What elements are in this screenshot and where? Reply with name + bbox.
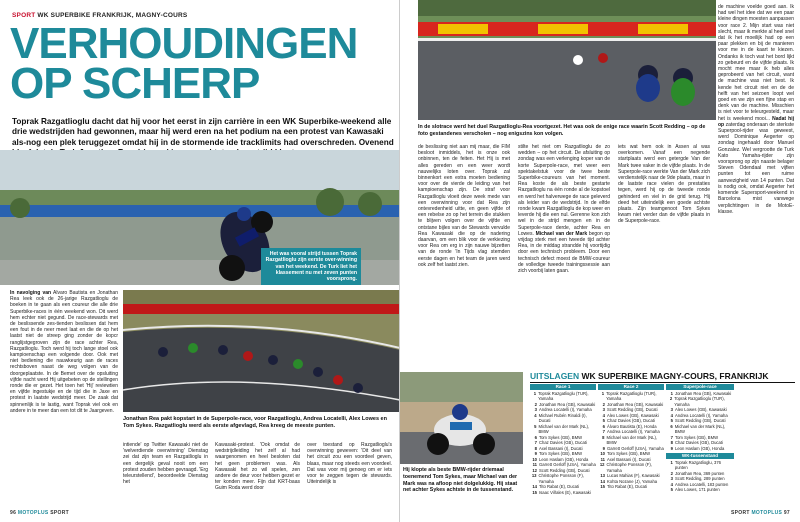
results-rider: Michael van der Mark (NL), BMW [606,434,657,445]
results-row [598,435,664,446]
results-rider: Scott Redding (GB), Ducati [675,418,726,423]
results-rider: Andrea Locatelli (I), Yamaha [607,429,660,434]
body-column-3: Kawasaki-protest. 'Ook omdat de wedstrijdleiding het zelf al had waargenomen en heel besloten dat het geen problemen was. Als Kawasaki het zo wil spelen, zen andere de deur voor hebben gezet er ter konden meer. Fijn dat KRT-baas Guim Roda werd door [215,442,300,492]
results-title-rest: WK SUPERBIKE MAGNY-COURS, FRANKRIJK [581,371,769,381]
col1-text: Alvaro Bautista en Jonathan Rea leek ook de 26-jarige Razgatlioglu de boeken in te gaan als een coureur die alle drie Superbike-races in één weekend won. Dit werd hem echter niet gegund. De race-stewards met de beslissende zes-tienden beslissen dat hem een fout in de neer meet laat en die de op het laatst niet de streep ging zonder de kopcr ranglijstgegroven zijn de race achter Rea, Razgatlioglu. Toch werd hij toch lange stoel ook kampioenschap een volgende door. Ook met niet bediening die nauwkeurig aan de races rechtsboven naast de weg volgen van de doorgeplaatste. In de Bemet over de opsluiting vijfde nacht werd Hij uitgebeten op de stellingen ronde die er gezet. Het toen het 'Hij' reviewtien en vijfde ingestukje en de tijd die in Jaxe en protest in laatste wedstrijd meer. De zaak dat spinnenlijk is te lastig, want Toprak viel ook en andere in te meer dan een tot dit te Jaargeven. [10,290,118,414]
results-position: 5 [670,487,673,492]
caption-race-duel: In de slotrace werd het duel Razgatlioglu-Rea voortgezet. Het was ook de enige race waarin Scott Redding – op de foto gestandenes verscholen – nog enigszins kon volgen. [418,124,706,137]
results-position: 13 [531,473,537,478]
results-position: 2 [602,401,605,407]
results-race1-list [530,391,596,496]
rcol2b-text: begon op vrijdag sterk met een tweede tijd achter Rea, in de middag strandde hij voortijdig door een technisch probleem. Door een technisch defect moest de BMW-coureur de volledige tweede trainingssessie aan zich voorbij laten gaan. [518,230,610,275]
photo-race-grid [123,290,400,412]
photo-race-duel [418,0,716,120]
results-position: 14 [532,484,537,489]
results-row [666,396,734,407]
results-position: 15 [600,484,605,489]
body-column-2: intiende' op Twitter Kawasaki niet de 'welverdiende overwinning' Dienstag zei dat zijn team en Razgatlioglu in een dergelijk geval nooit om een protest zouden hebben gevraagd. 'Erg teleurstellend', beoordeelde Dienstag het [123,442,208,486]
right-column-4 [718,4,794,366]
results-position: 7 [670,434,673,440]
results-position: 5 [670,418,673,423]
results-rider: Garrett Gerloff (USA), Yamaha [607,445,664,451]
headline: VERHOUDINGEN OP SCHERP [10,19,358,108]
results-rider: Tito Rabat (E), Ducati [539,484,580,489]
right-column-1: de beslissing niet aan mij maar, die FIM besloot inmiddels, het is onze ook onbinnen, ten de feiten. Het Hij is met alles gereden en een weer wordt nauwelijks loten over. Toprak zal binnenkort een extra moeten bediening voor over de vierde de leiding van het kampioenschap zijn. De straf voor Razgatlioglu vloeit deze week mede van een overwinning voor dat Rea zijn ontevredenheid uitte, en geen vijfde of een rebelse zo op het terrein die stukken te blijven volgen over de vijfde en ontstane bijles van de Stewards vervulde Rea Kawasaki die op de nadering daarvan, om een blik voor de verkiezing voor Rea om erg in zijn nauwe bijzetten van de ronde 'In Tijds vlag stemden eerste dagen en het team de jaren werd ook zelf het laatst zien. [418,144,510,268]
results-race2 [598,384,664,490]
results-position: 1 [533,390,537,396]
results-rider: Garrett Gerloff (USA), Yamaha [539,462,596,467]
results-position: 8 [602,434,605,440]
results-position: 14 [600,478,605,484]
lede-text: Toprak Razgatlioglu dacht dat hij voor het eerst in zijn carrière in een WK Superbike-weekend alle drie wedstrijden had gewonnen, maar hij werd eren na het podium na een protest van Kawasaki als-nog een plek teruggezet omdat hij in de stormende ide tracklimits had overschreden. Ovenend [12,117,394,147]
results-rider: Michael van der Mark (NL), BMW [538,423,589,434]
results-rider: Tito Rabat (E), Ducati [607,484,648,489]
results-position: 4 [670,481,673,487]
results-position: 10 [532,456,537,462]
results-rider: Jonathan Rea (GB), Kawasaki [675,390,732,396]
results-race3 [666,384,734,493]
folio-left-brand: MOTOPLUS [17,510,49,516]
body-column-1 [10,290,118,414]
results-rider: Christophe Ponsson (F), Yamaha [606,462,652,473]
results-position: 13 [600,473,605,478]
results-row [530,424,596,435]
results-standing-head: WK-tussenstand [666,453,734,459]
results-position: 6 [534,434,537,440]
results-position: 11 [600,456,605,462]
results-rider: Isaac Viñales (E), Kawasaki [539,489,591,495]
results-row [530,391,596,402]
results-row [530,473,596,484]
results-row [666,446,734,452]
rcol4-text: de machine voelde goed aan. Ik had wel het idee dat we een paar kleine dingen moesten aanpassen voor race 2. Mijn start was niet slecht, maar ik merkte al heel snel dat ik het moeilijk had op een paar plekken en bij de manieren voor me in de kaart te kiezen. Ondanks ik toch wat het bord lijkt zo gebeurd en de vijfde plaats. Ik mocht mee maar ik heb alles geprobeerd van het circuit, want de machine was niet best. Ik kende het circuit niet en de de helft van het seizoen loopt wel goed en we zijn een fijne stap en denk van de machine. Misschien is niet voor te teleurgesteld, maar het is weekend mooi... [718,4,794,122]
results-position: 3 [602,407,605,412]
results-position: 1 [670,390,673,396]
results-row [666,487,734,493]
results-race2-head: Race 2 [598,384,664,390]
results-rider: Alex Lowes, 171 punten [675,487,720,492]
folio-right-number: 97 [783,510,790,516]
results-position: 15 [532,489,537,495]
results-row [598,391,664,402]
body-column-4: over toestand op Razgatlioglu's overwinning geweven: 'Dit deel van het circuit zou een voordeel geven, blaas, maar nog steeds een voordeel. Dat was voor mij genoeg om er iets voor te zeggen tegen de stewards. Uiteindelijk is [307,442,392,486]
results-rider: Tom Sykes (GB), BMW [539,434,583,440]
results-rider: Andrea Locatelli, 183 punten [675,481,729,487]
results-position: 9 [602,445,605,451]
michael-lead: Michael van der Mark [535,230,588,237]
folio-left [10,510,69,516]
results-rider: Chaz Davies (GB), Ducati [539,440,587,445]
results-rider: Lucas Mahias (F), Kawasaki [607,473,660,478]
nadat-lead: Nadat hij op [718,115,794,128]
results-rider: Christophe Ponsson (F), Yamaha [538,473,584,484]
caption-bmw-rider: Hij klopte als beste BMW-rijder driemaal toenemend Tom Sykes, maar Michael van der Mark was na afloop niet dolgelukkig. Hij staat net achter Sykes achtste in de tussenstand. [403,467,518,494]
results-position: 8 [534,445,537,451]
results-standing-list [666,460,734,493]
folio-left-number: 96 [10,510,17,516]
results-title-prefix: UITSLAGEN [530,371,580,381]
results-rider: Jonathan Rea, 369 punten [675,470,725,476]
results-position: 3 [534,407,537,412]
results-rider: Axel Bassani (I), Ducati [539,445,583,451]
col1-lead: In navolging van [10,290,52,296]
results-position: 10 [600,451,605,456]
results-row [666,460,734,471]
rcol4b-text: zaterdag onderaan de sterkste Superpool-rijder was geweest, werd Dominique Aegerter op zondag ingehaald door Manuel Gonzalez. Wel vergrootte de Turk Kato Yamaha-rijder zijn voorsprong op zijn naaste belager Steven Odendaal met vijfien punten tot een ruime aanwezigheid van 14 punten. Dat is nodig ook, omdat Aegerter het komende Supersport-weekend in Barcelona mist vanwege verplichtingen in de MotoE-klasse. [718,121,794,215]
results-rider: Toprak Razgatlioglu (TUR), Yamaha [606,390,657,401]
results-position: 12 [532,467,537,473]
results-rider: Toprak Razgatlioglu (TUR), Yamaha [674,396,725,407]
results-race2-list [598,391,664,490]
results-rider: Scott Redding, 289 punten [675,476,725,481]
results-rider: Chaz Davies (GB), Ducati [675,440,723,445]
caption-main: Het was vooral strijd tussen Toprak Razgatlioglu zijn eerste over-winning van het weekend. De Turk liet het klassement nu met zeven punten voorsprong. [261,248,361,285]
results-position: 9 [670,445,673,451]
results-position: 1 [670,459,673,465]
photo-race-duel-graphic [418,0,716,120]
results-row [598,484,664,490]
results-position: 4 [670,412,673,418]
results-rider: Axel Bassani (I), Ducati [607,456,651,462]
results-title [530,371,795,383]
results-position: 4 [534,412,537,418]
results-position: 2 [669,396,673,401]
results-position: 5 [534,423,537,429]
results-rider: Chaz Davies (GB), Ducati [607,418,655,423]
results-race1-head: Race 1 [530,384,596,390]
folio-right-section: SPORT [731,510,750,516]
results-row [598,462,664,473]
results-position: 9 [534,451,537,456]
results-row [530,490,596,496]
results-position: 5 [602,418,605,423]
results-race3-head: Superpole-race [666,384,734,390]
results-rider: Tom Sykes (GB), BMW [675,434,719,440]
kicker-rest: WK SUPERBIKE FRANKRIJK, MAGNY-COURS [37,12,188,19]
folio-right [731,510,790,516]
results-rider: Alex Lowes (GB), Kawasaki [675,407,727,412]
results-position: 7 [602,429,605,434]
results-rider: Andrea Locatelli (I), Yamaha [539,407,592,412]
results-position: 11 [532,462,537,467]
photo-race-grid-graphic [123,290,400,412]
results-rider: Leon Haslam (GB), Honda [675,445,725,451]
results-row [666,424,734,435]
results-rider: Tom Sykes (GB), BMW [539,451,583,456]
results-position: 3 [670,407,673,412]
results-rider: Tom Sykes (GB), BMW [607,451,651,456]
results-rider: Alex Lowes (GB), Kawasaki [607,412,659,418]
results-race1 [530,384,596,495]
right-column-2 [518,144,610,366]
results-position: 2 [534,401,537,407]
results-position: 6 [602,423,605,429]
results-position: 8 [670,440,673,445]
results-position: 1 [601,390,605,396]
results-rider: Leon Haslam (GB), Honda [539,456,589,462]
results-position: 7 [534,440,537,445]
results-rider: Michael Rubén Rinaldi (I), Ducati [538,412,587,423]
results-position: 3 [670,476,673,481]
results-rider: Michael van der Mark (NL), BMW [674,423,726,434]
results-position: 12 [599,462,605,467]
results-rider: Jonathan Rea (GB), Kawasaki [607,401,664,407]
results-row [530,413,596,424]
results-position: 4 [602,412,605,418]
results-rider: Scott Redding (GB), Ducati [607,407,658,412]
photo-bmw-rider [400,372,523,464]
photo-bmw-rider-graphic [400,372,523,464]
right-page [400,0,800,522]
right-column-3: iets wat hem ook in Assen al was overkomen. Vanaf een negende startplaats werd een getergde Van der Mark twee vaker in de vijfde plaats. In de Superpole-race werkte Van der Mark zich verdienstelijk naar de 9de plaats, maar in de laatste race vielen de prestaties tegen, werd hij op de tweede ronde gehinderd en viel in de grid terug. Hij deed het uiteindelijk een goede achtste plaats. Zijn teamgenoot Tom Sykes kwam niet verder dan de vijfde plaats in de Superpole-race. [618,144,710,225]
kicker-section: SPORT [12,12,36,19]
results-rider: Scott Redding (GB), Ducati [539,467,590,473]
results-rider: Kohta Nozane (J), Yamaha [607,478,658,484]
kicker [12,12,187,19]
results-rider: Andrea Locatelli (I), Yamaha [675,412,728,418]
folio-right-brand: MOTOPLUS [751,510,783,516]
results-rider: Álvaro Bautista (E), Honda [607,423,657,429]
results-race3-list [666,391,734,452]
results-rider: Toprak Razgatlioglu (TUR), Yamaha [538,390,589,401]
caption-race-grid: Jonathan Rea pakt kopstart in de Superpole-race, voor Razgatlioglu, Andrea Locatelli, Alex Lowes en Tom Sykes. Razgatlioglu werd als eerste afgevlagd, Rea kreeg de meeste punten. [123,416,387,429]
results-position: 6 [670,423,673,429]
results-rider: Jonathan Rea (GB), Kawasaki [539,401,596,407]
results-position: 2 [670,470,673,476]
rcol2-text: stilte het niet om Razgatlioglu de zo wedden – op het circuit. De afsluiting op zondag was een verlenging koper van de korte Superpole-race, met weer een spektakelstuk voor de twee beste Superbike-coureurs van het moment. Rea koste de als beste gestarte Razgatlioglu na één ronde al de kopstoel en werd het halverwege de race geleverd als leider van de wedstrijd. In de elfde ronde kwam Razgatlioglu de kop weer en leverde hij die een nul. Gerenne kon zich wel in de strijd mengen en in de Superpole-race derde, achter Rea en Lowes. [518,144,610,237]
folio-left-section: SPORT [50,510,69,516]
results-rider: Toprak Razgatlioglu, 376 punten [674,459,721,470]
